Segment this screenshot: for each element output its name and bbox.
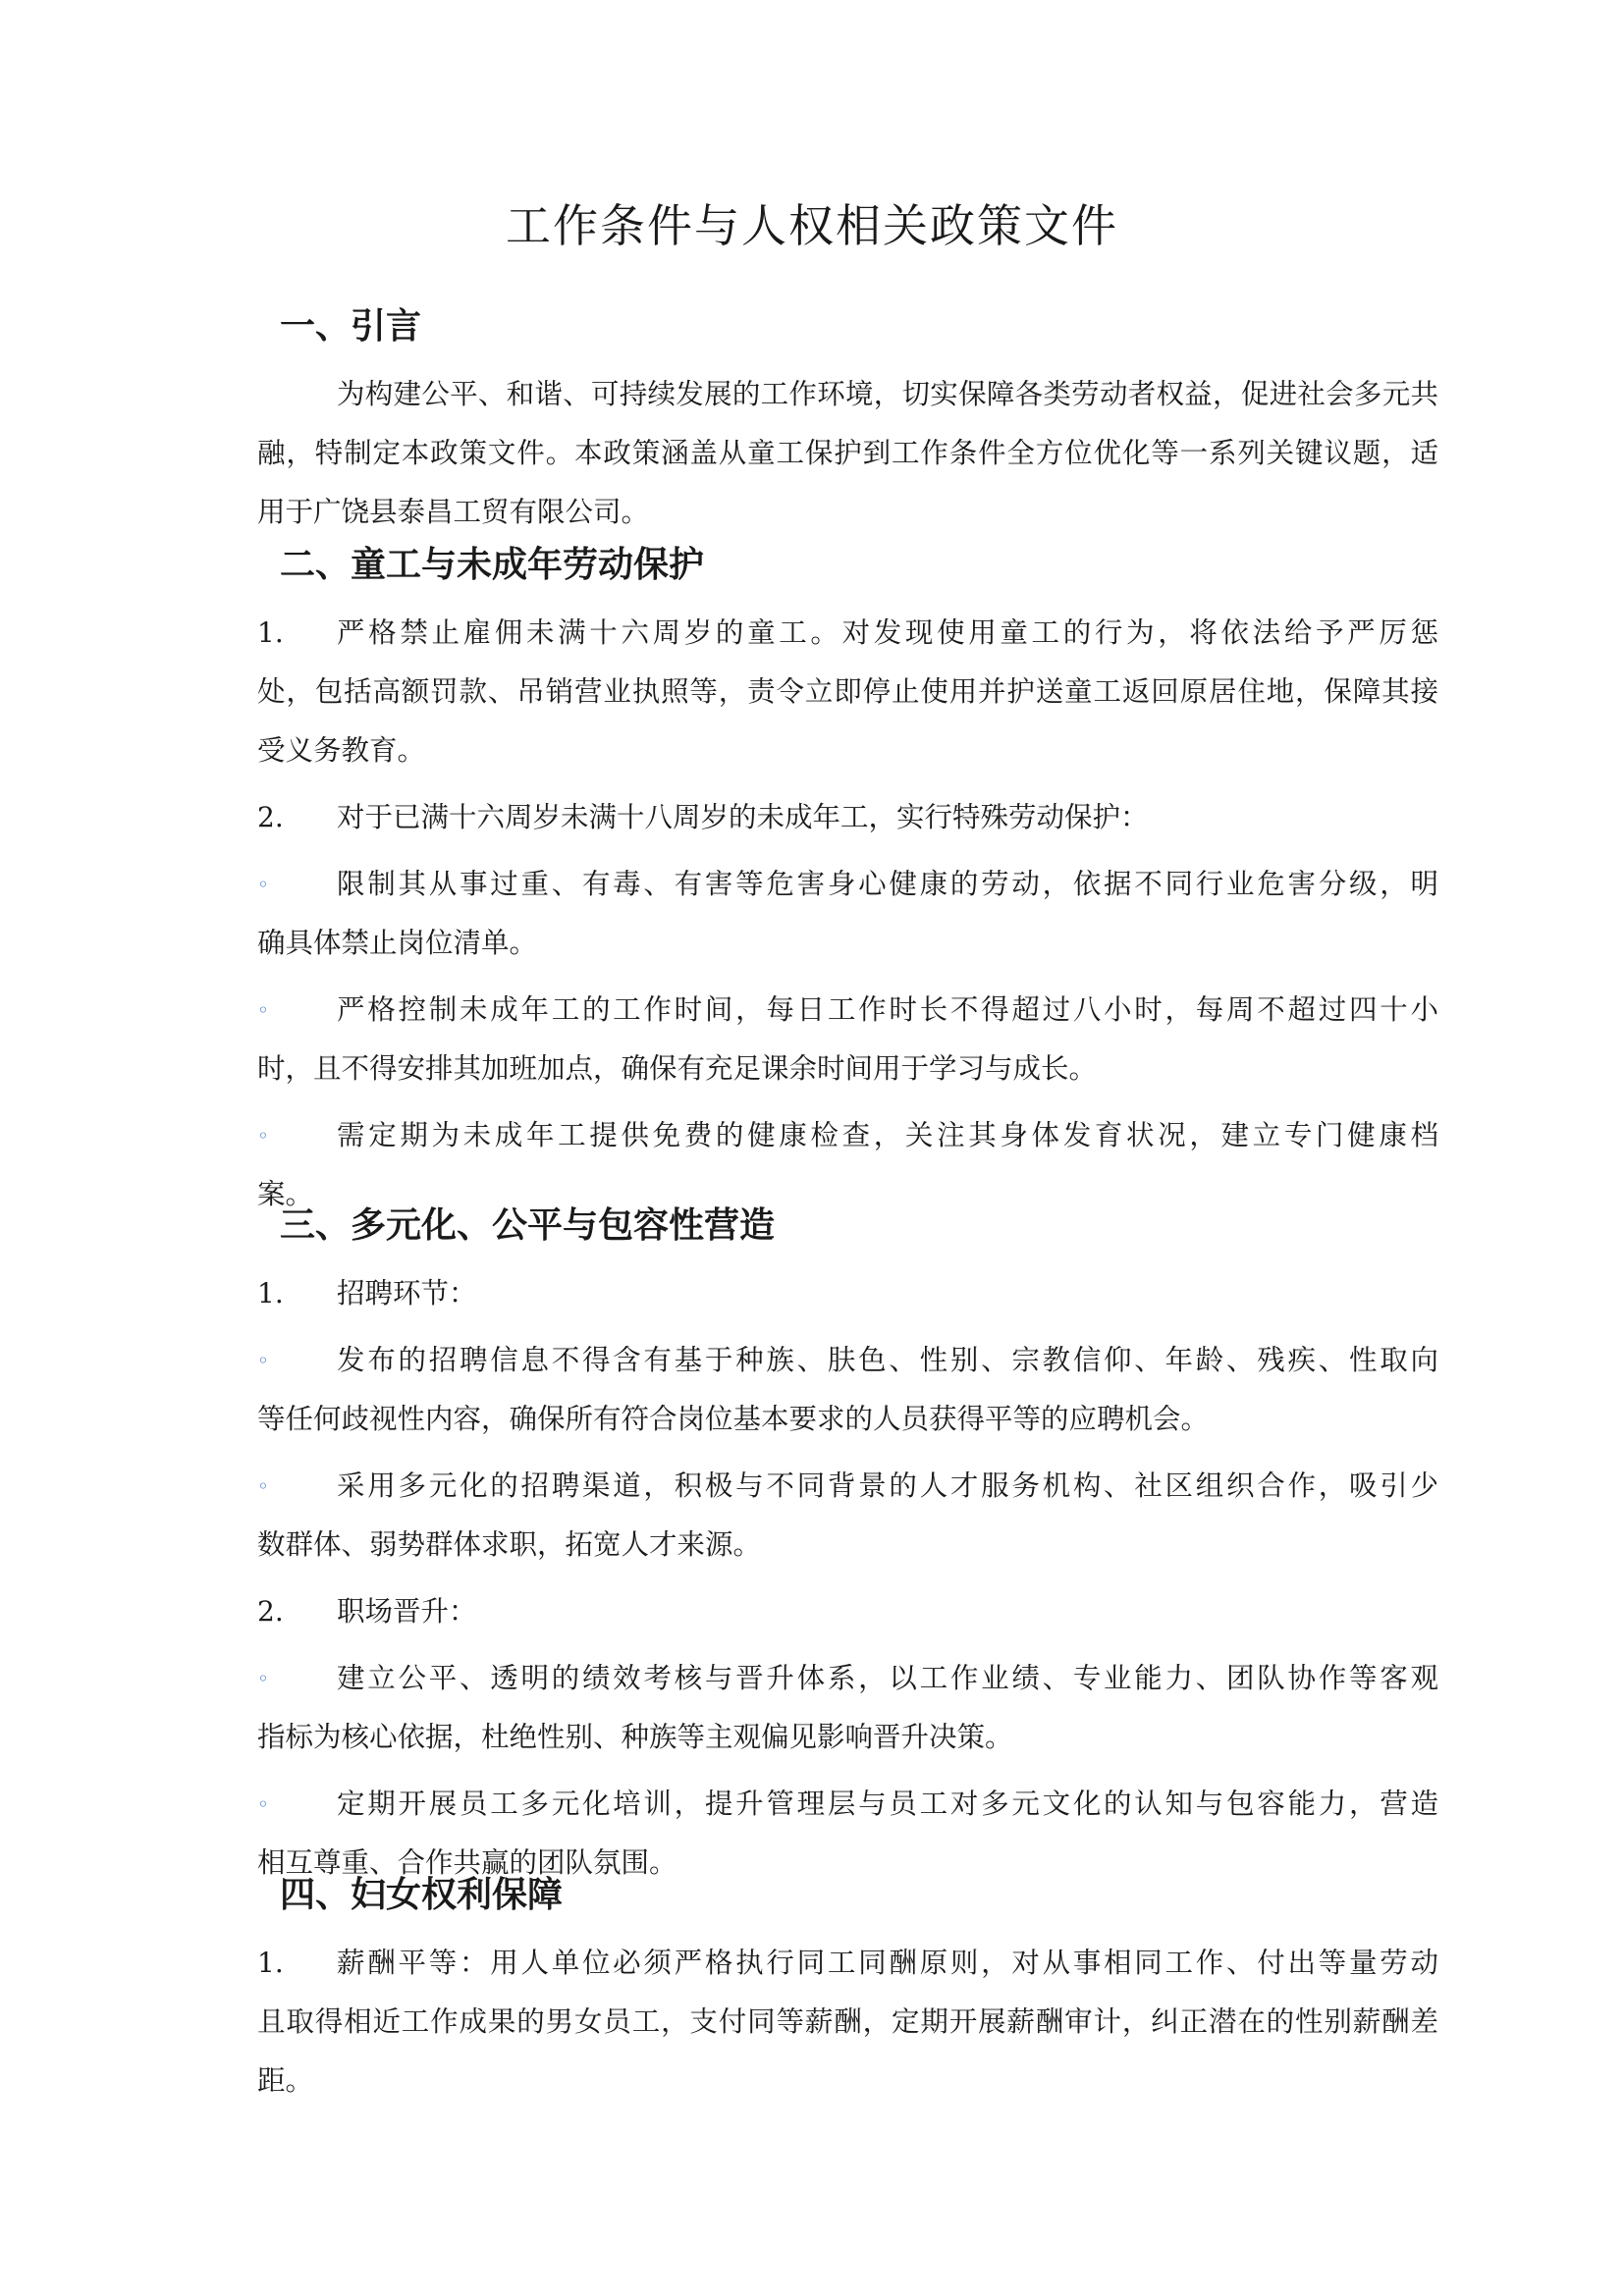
text-line: 严格禁止雇佣未满十六周岁的童工。对发现使用童工的行为，将依法给予严厉惩 bbox=[337, 616, 1438, 649]
text-line: 融，特制定本政策文件。本政策涵盖从童工保护到工作条件全方位优化等一系列关键议题，适 bbox=[257, 437, 1438, 469]
bullet-icon: ◦ bbox=[257, 873, 269, 896]
list-number: 1. bbox=[257, 616, 284, 649]
text-line: 用于广饶县泰昌工贸有限公司。 bbox=[257, 496, 650, 528]
list-number: 2. bbox=[257, 1595, 284, 1628]
bullet-icon: ◦ bbox=[257, 1474, 269, 1498]
bullet-icon: ◦ bbox=[257, 1124, 269, 1148]
text-line: 受义务教育。 bbox=[257, 734, 426, 767]
text-line: 指标为核心依据，杜绝性别、种族等主观偏见影响晋升决策。 bbox=[257, 1721, 1013, 1753]
text-line: 需定期为未成年工提供免费的健康检查，关注其身体发育状况，建立专门健康档 bbox=[337, 1119, 1438, 1151]
list-number: 1. bbox=[257, 1947, 284, 1979]
section-heading: 三、多元化、公平与包容性营造 bbox=[280, 1205, 776, 1246]
bullet-icon: ◦ bbox=[257, 1349, 269, 1372]
section-heading: 四、妇女权利保障 bbox=[280, 1875, 564, 1915]
text-line: 数群体、弱势群体求职，拓宽人才来源。 bbox=[257, 1528, 762, 1561]
text-line: 距。 bbox=[257, 2064, 314, 2097]
text-line: 定期开展员工多元化培训，提升管理层与员工对多元文化的认知与包容能力，营造 bbox=[337, 1788, 1438, 1820]
text-line: 对于已满十六周岁未满十八周岁的未成年工，实行特殊劳动保护： bbox=[337, 801, 1149, 833]
text-line: 案。 bbox=[257, 1178, 314, 1210]
text-line: 处，包括高额罚款、吊销营业执照等，责令立即停止使用并护送童工返回原居住地，保障其接 bbox=[257, 675, 1438, 708]
text-line: 建立公平、透明的绩效考核与晋升体系，以工作业绩、专业能力、团队协作等客观 bbox=[337, 1662, 1438, 1694]
text-line: 招聘环节： bbox=[337, 1277, 477, 1309]
text-line: 确具体禁止岗位清单。 bbox=[257, 927, 538, 959]
text-line: 相互尊重、合作共赢的团队氛围。 bbox=[257, 1846, 677, 1879]
text-line: 严格控制未成年工的工作时间，每日工作时长不得超过八小时，每周不超过四十小 bbox=[337, 993, 1438, 1026]
list-number: 1. bbox=[257, 1277, 284, 1309]
list-number: 2. bbox=[257, 801, 284, 833]
text-line: 限制其从事过重、有毒、有害等危害身心健康的劳动，依据不同行业危害分级，明 bbox=[337, 868, 1438, 900]
text-line: 发布的招聘信息不得含有基于种族、肤色、性别、宗教信仰、年龄、残疾、性取向 bbox=[337, 1344, 1438, 1376]
bullet-icon: ◦ bbox=[257, 1792, 269, 1816]
document-title: 工作条件与人权相关政策文件 bbox=[506, 199, 1118, 252]
section-heading: 二、童工与未成年劳动保护 bbox=[280, 545, 705, 585]
text-line: 且取得相近工作成果的男女员工，支付同等薪酬，定期开展薪酬审计，纠正潜在的性别薪酬差 bbox=[257, 2005, 1438, 2038]
section-heading: 一、引言 bbox=[280, 306, 422, 347]
text-line: 职场晋升： bbox=[337, 1595, 477, 1628]
text-line: 等任何歧视性内容，确保所有符合岗位基本要求的人员获得平等的应聘机会。 bbox=[257, 1403, 1210, 1435]
bullet-icon: ◦ bbox=[257, 1667, 269, 1690]
text-line: 为构建公平、和谐、可持续发展的工作环境，切实保障各类劳动者权益，促进社会多元共 bbox=[337, 378, 1438, 410]
bullet-icon: ◦ bbox=[257, 998, 269, 1022]
text-line: 时，且不得安排其加班加点，确保有充足课余时间用于学习与成长。 bbox=[257, 1052, 1098, 1085]
text-line: 薪酬平等：用人单位必须严格执行同工同酬原则，对从事相同工作、付出等量劳动 bbox=[337, 1947, 1438, 1979]
text-line: 采用多元化的招聘渠道，积极与不同背景的人才服务机构、社区组织合作，吸引少 bbox=[337, 1469, 1438, 1502]
